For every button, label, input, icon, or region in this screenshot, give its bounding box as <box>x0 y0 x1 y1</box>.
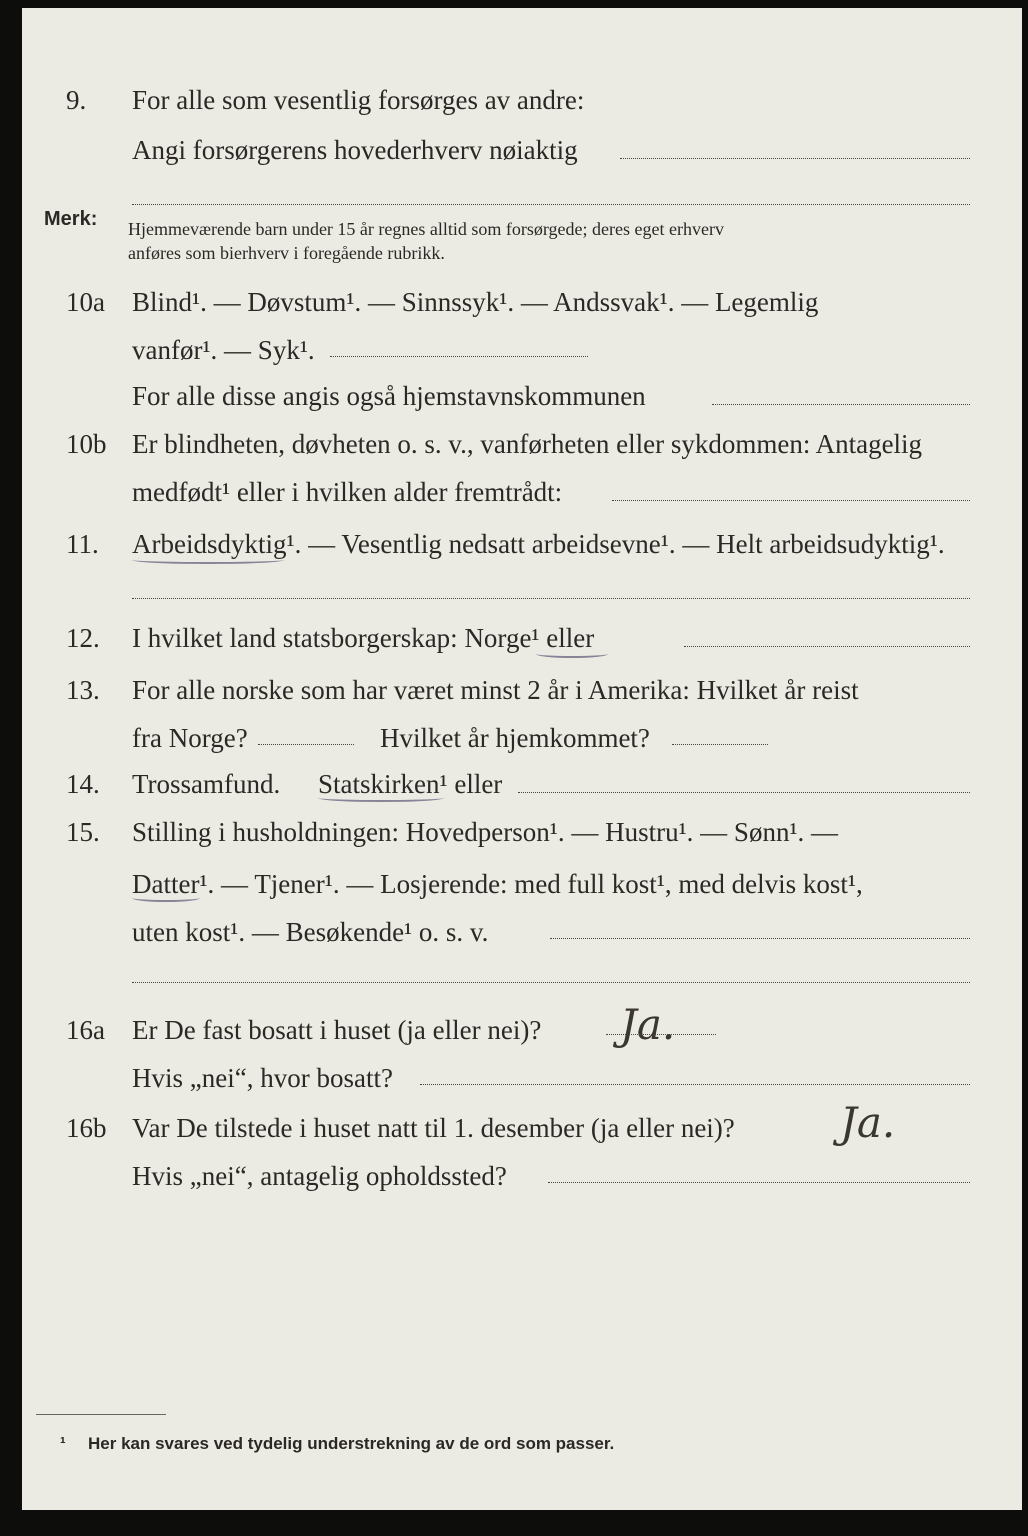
q12-number: 12. <box>66 623 100 653</box>
q9-extra-line[interactable] <box>132 204 970 205</box>
footnote-rule <box>36 1414 166 1415</box>
q11-extra-line[interactable] <box>132 598 970 599</box>
q16b-number: 16b <box>66 1113 107 1143</box>
merk-line1: Hjemmeværende barn under 15 år regnes alltid som forsørgede; deres eget erhverv <box>128 219 724 239</box>
q15-handwritten-underline <box>132 894 200 902</box>
q16b-line2: Hvis „nei“, antagelig opholdssted? <box>132 1161 507 1191</box>
q10a-line2: vanfør¹. — Syk¹. <box>132 335 315 365</box>
q12-line1: I hvilket land statsborgerskap: Norge¹ eller <box>132 623 595 653</box>
q10b-line2: medfødt¹ eller i hvilken alder fremtrådt: <box>132 477 563 507</box>
q16a-answer-line[interactable] <box>606 1034 716 1035</box>
q10a-line3: For alle disse angis også hjemstavnskommunen <box>132 381 646 411</box>
q16a-line2: Hvis „nei“, hvor bosatt? <box>132 1063 393 1093</box>
q13-line2b: Hvilket år hjemkommet? <box>380 723 650 753</box>
q10a-number: 10a <box>66 287 105 317</box>
q14-number: 14. <box>66 769 100 799</box>
q13-number: 13. <box>66 675 100 705</box>
q10b-answer-line[interactable] <box>612 500 970 501</box>
q10a-answer-line[interactable] <box>330 356 588 357</box>
q10a-line1: Blind¹. — Døvstum¹. — Sinnssyk¹. — Andssvak¹. — Legemlig <box>132 287 819 317</box>
q16a-line1: Er De fast bosatt i huset (ja eller nei)? <box>132 1015 542 1045</box>
q10a-home-line[interactable] <box>712 404 970 405</box>
q13-line2a: fra Norge? <box>132 723 248 753</box>
q10b-line1: Er blindheten, døvheten o. s. v., vanførheten eller sykdommen: Antagelig <box>132 429 923 459</box>
q13-line1: For alle norske som har været minst 2 år i Amerika: Hvilket år reist <box>132 675 859 705</box>
merk-line2: anføres som bierhverv i foregående rubrikk. <box>128 243 445 263</box>
q11-handwritten-underline <box>132 556 284 564</box>
q15-answer-line[interactable] <box>550 938 970 939</box>
q15-line2: Datter¹. — Tjener¹. — Losjerende: med full kost¹, med delvis kost¹, <box>132 869 863 899</box>
merk-label: Merk: <box>44 208 98 230</box>
q14-line1b: Statskirken¹ eller <box>318 769 503 799</box>
q14-handwritten-underline <box>318 794 444 802</box>
q9-line2: Angi forsørgerens hovederhverv nøiaktig <box>132 135 578 165</box>
q11-line1: Arbeidsdyktig¹. — Vesentlig nedsatt arbeidsevne¹. — Helt arbeidsudyktig¹. <box>132 529 945 559</box>
footnote-text: Her kan svares ved tydelig understrekning av de ord som passer. <box>88 1434 615 1453</box>
q15-line1: Stilling i husholdningen: Hovedperson¹. — Hustru¹. — Sønn¹. — <box>132 817 839 847</box>
q9-number: 9. <box>66 85 87 115</box>
q12-handwritten-underline <box>536 650 608 658</box>
q16a-residence-line[interactable] <box>420 1084 970 1085</box>
q12-answer-line[interactable] <box>684 646 970 647</box>
q16a-handwritten-answer: Ja. <box>620 1000 676 1049</box>
q14-line1a: Trossamfund. <box>132 769 281 799</box>
q16b-line1: Var De tilstede i huset natt til 1. desember (ja eller nei)? <box>132 1113 735 1143</box>
q15-number: 15. <box>66 817 100 847</box>
q13-return-line[interactable] <box>672 744 768 745</box>
q11-number: 11. <box>66 529 99 559</box>
q16b-whereabouts-line[interactable] <box>548 1182 970 1183</box>
q15-line3: uten kost¹. — Besøkende¹ o. s. v. <box>132 917 489 947</box>
q14-answer-line[interactable] <box>518 792 970 793</box>
q13-departure-line[interactable] <box>258 744 354 745</box>
q9-line1: For alle som vesentlig forsørges av andre: <box>132 85 585 115</box>
q16a-number: 16a <box>66 1015 105 1045</box>
footnote-mark: ¹ <box>60 1434 66 1453</box>
q9-answer-line[interactable] <box>620 158 970 159</box>
q15-extra-line[interactable] <box>132 982 970 983</box>
q16b-handwritten-answer: Ja. <box>840 1098 896 1147</box>
q10b-number: 10b <box>66 429 107 459</box>
